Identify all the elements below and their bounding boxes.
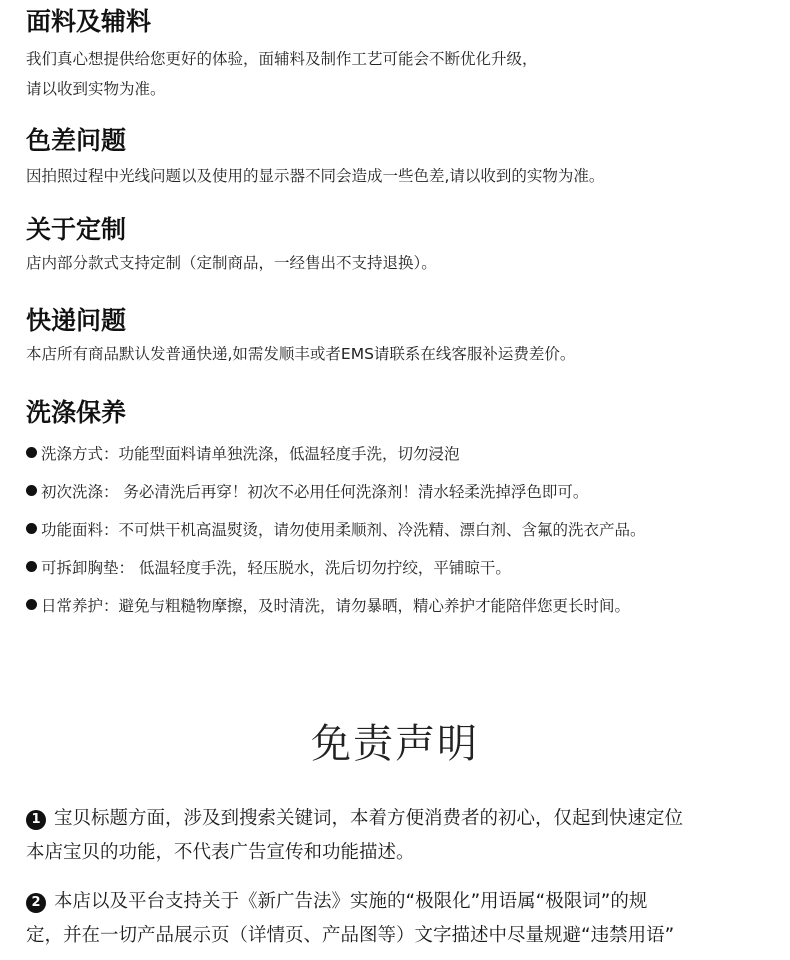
disclaimer-title: 免责声明 bbox=[311, 721, 479, 767]
section-heading: 关于定制 bbox=[26, 215, 127, 244]
number-2-icon: 2 bbox=[26, 893, 46, 913]
care-item-text: 洗涤方式：功能型面料请单独洗涤，低温轻度手洗，切勿浸泡 bbox=[41, 445, 460, 463]
disclaimer-item-1 bbox=[26, 802, 766, 870]
care-item-text: 可拆卸胸垫： 低温轻度手洗，轻压脱水，洗后切勿拧绞，平铺晾干。 bbox=[41, 559, 511, 577]
section-fabric bbox=[26, 6, 766, 104]
section-text: 因拍照过程中光线问题以及使用的显示器不同会造成一些色差,请以收到的实物为准。 bbox=[26, 167, 605, 185]
bullet-icon bbox=[26, 561, 37, 572]
disclaimer-text: 本店以及平台支持关于《新广告法》实施的“极限化”用语属“极限词”的规 bbox=[54, 891, 648, 912]
number-1-icon: 1 bbox=[26, 810, 46, 830]
bullet-icon bbox=[26, 523, 37, 534]
care-item bbox=[26, 587, 766, 625]
bullet-icon bbox=[26, 447, 37, 458]
disclaimer-text: 本店宝贝的功能，不代表广告宣传和功能描述。 bbox=[26, 842, 415, 863]
care-item bbox=[26, 473, 766, 511]
section-heading: 色差问题 bbox=[26, 126, 127, 155]
disclaimer-text: 定，并在一切产品展示页（详情页、产品图等）文字描述中尽量规避“违禁用语” bbox=[26, 925, 675, 946]
care-item bbox=[26, 549, 766, 587]
care-item bbox=[26, 511, 766, 549]
disclaimer-text: 宝贝标题方面，涉及到搜索关键词，本着方便消费者的初心，仅起到快速定位 bbox=[54, 808, 684, 829]
care-item-text: 初次洗涤： 务必清洗后再穿！初次不必用任何洗涤剂！清水轻柔洗掉浮色即可。 bbox=[41, 483, 589, 501]
section-shipping bbox=[26, 305, 766, 369]
care-item-text: 日常养护：避免与粗糙物摩擦，及时清洗，请勿暴晒，精心养护才能陪伴您更长时间。 bbox=[41, 597, 631, 615]
care-item bbox=[26, 435, 766, 473]
care-item-text: 功能面料：不可烘干机高温熨烫，请勿使用柔顺剂、冷洗精、漂白剂、含氟的洗衣产品。 bbox=[41, 521, 646, 539]
bullet-icon bbox=[26, 485, 37, 496]
section-text: 我们真心想提供给您更好的体验，面辅料及制作工艺可能会不断优化升级， bbox=[26, 50, 538, 68]
section-color-difference bbox=[26, 125, 766, 191]
section-heading: 面料及辅料 bbox=[26, 7, 152, 36]
section-text: 本店所有商品默认发普通快递,如需发顺丰或者EMS请联系在线客服补运费差价。 bbox=[26, 345, 576, 363]
section-heading: 快递问题 bbox=[26, 306, 127, 335]
bullet-icon bbox=[26, 599, 37, 610]
disclaimer-item-2 bbox=[26, 885, 766, 953]
section-text: 请以收到实物为准。 bbox=[26, 80, 166, 98]
section-customization bbox=[26, 214, 766, 278]
section-text: 店内部分款式支持定制（定制商品，一经售出不支持退换）。 bbox=[26, 254, 437, 272]
section-care bbox=[26, 397, 766, 625]
section-heading: 洗涤保养 bbox=[26, 398, 127, 427]
